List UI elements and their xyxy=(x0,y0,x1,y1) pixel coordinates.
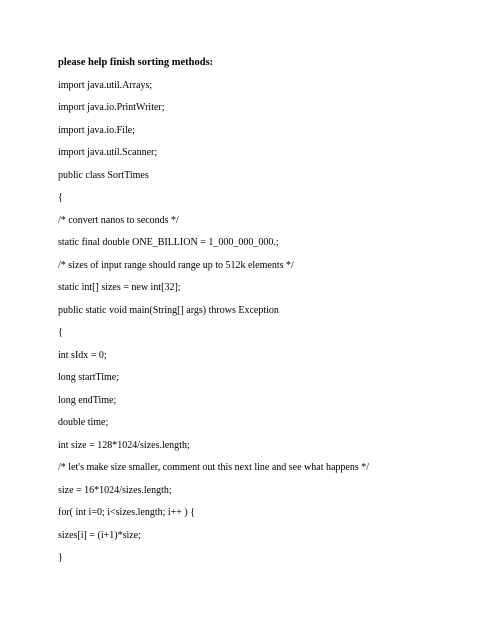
code-line: int sIdx = 0; xyxy=(58,349,107,361)
document-content xyxy=(58,56,478,574)
code-line: public class SortTimes xyxy=(58,169,149,181)
code-line: import java.util.Scanner; xyxy=(58,147,158,158)
code-line: import java.util.Arrays; xyxy=(58,79,153,91)
code-line: /* sizes of input range should range up to 512k elements */ xyxy=(58,259,294,271)
code-line: /* convert nanos to seconds */ xyxy=(58,214,179,226)
document-title: please help finish sorting methods: xyxy=(58,57,214,68)
code-line: long startTime; xyxy=(58,372,120,383)
code-line: } xyxy=(58,552,63,563)
code-line: { xyxy=(58,192,63,203)
code-line: public static void main(String[] args) throws Exception xyxy=(58,304,279,316)
code-line: double time; xyxy=(58,417,109,428)
code-line: { xyxy=(58,327,63,338)
code-line: long endTime; xyxy=(58,394,117,406)
code-line: import java.io.File; xyxy=(58,124,135,136)
code-line: int size = 128*1024/sizes.length; xyxy=(58,439,190,451)
code-line: for( int i=0; i<sizes.length; i++ ) { xyxy=(58,507,196,518)
code-line: import java.io.PrintWriter; xyxy=(58,102,165,113)
code-line: static int[] sizes = new int[32]; xyxy=(58,282,181,293)
code-line: static final double ONE_BILLION = 1_000_000_000.; xyxy=(58,237,279,248)
code-line: size = 16*1024/sizes.length; xyxy=(58,484,172,496)
code-line: /* let's make size smaller, comment out this next line and see what happens */ xyxy=(58,462,370,473)
code-line: sizes[i] = (i+1)*size; xyxy=(58,529,141,541)
